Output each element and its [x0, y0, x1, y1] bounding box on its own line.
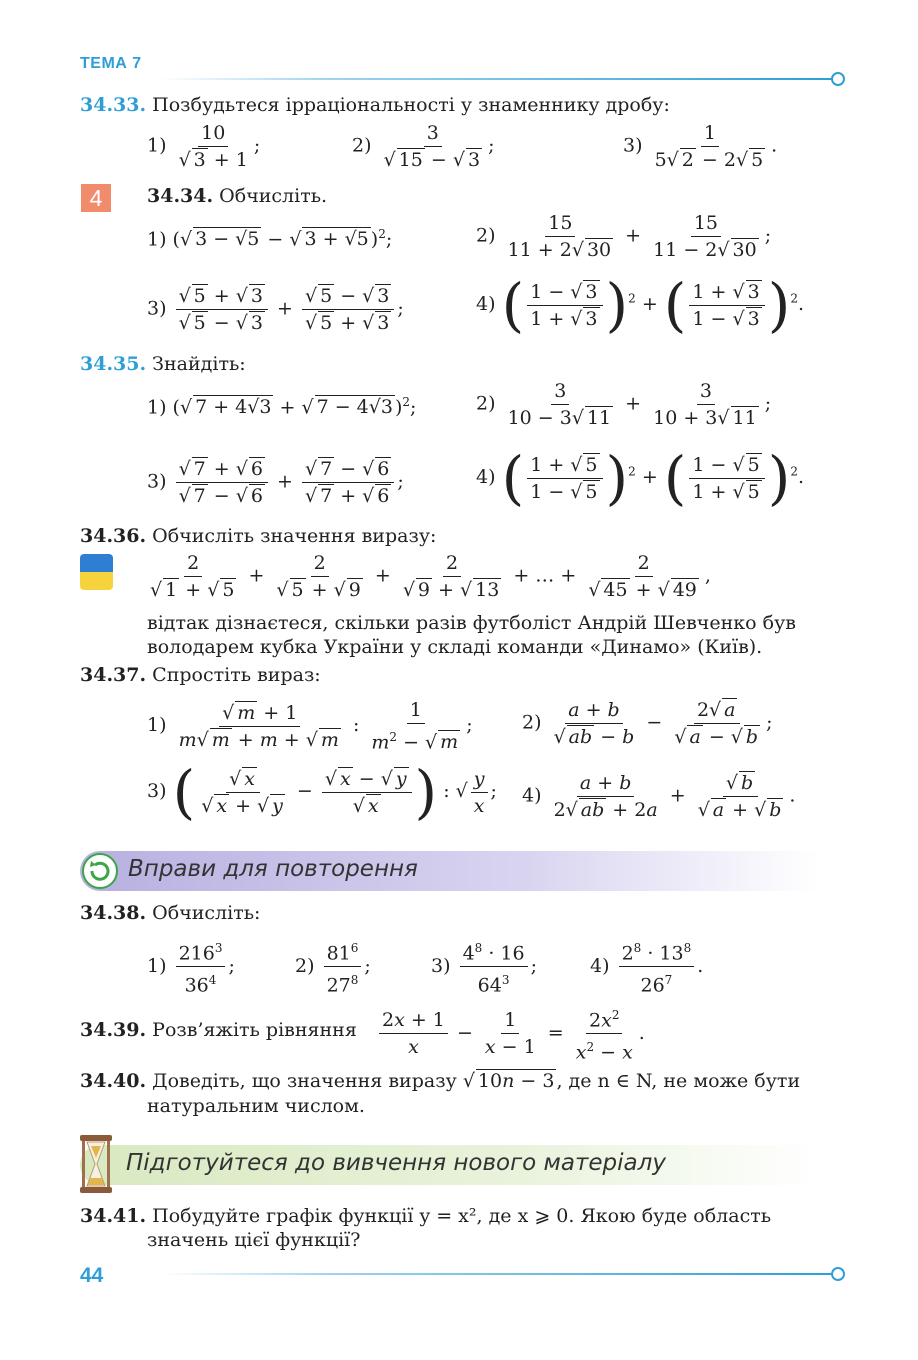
radical-expression: √ 10n − 3 — [462, 1070, 555, 1092]
exercise-34-41-line2: значень цієї функції? — [147, 1229, 361, 1251]
task-34-33-3: 3) $\frac{1}{5√ 2 - 2√ 5}$ . — [623, 122, 778, 171]
task-34-34-1: 1) (√ 3 − √5 − √ 3 + √5 )$^2$; — [147, 227, 393, 251]
task-34-34-3: 3) $\frac{√ 5 + √ 3}{√ 5 - √ 3}$ + $\frac{√ 5 - √ 3}{√ 5 + √ 3}$ ; — [147, 285, 404, 334]
fraction: $\frac{2}{√ 1 + √ 5}$ — [150, 552, 235, 601]
fraction: $\frac{3}{√ 15 - √ 3}$ — [383, 122, 481, 171]
task-34-39-equation: $\frac{2x + 1}{x}$ − $\frac{1}{x - 1}$ = $\frac{2x^2}{x^2 - x}$ . — [376, 1002, 645, 1066]
exercise-instruction: Обчисліть. — [219, 185, 328, 207]
task-34-35-4: 4) ( $\frac{1 + √ 5}{1 - √ 5}$ )$^2$ + ( $\frac{1 - √ 5}{1 + √ 5}$ )$^2$. — [476, 444, 805, 512]
fraction: $\frac{10}{√ 3 + 1}$ — [178, 122, 248, 171]
exercise-instruction: Розв’яжіть рівняння — [152, 1019, 357, 1041]
review-section-title: Вправи для повторення — [128, 856, 418, 882]
task-34-38-3: 3) $\frac{4^8 \cdot 16}{64^3}$ ; — [431, 935, 537, 999]
exercise-number: 34.41. — [80, 1205, 147, 1227]
fraction: $\frac{216^3}{36^4}$ — [176, 935, 226, 999]
exercise-34-35 — [80, 352, 246, 376]
refresh-cycle-icon — [82, 853, 118, 893]
item-label: 2) — [476, 392, 496, 415]
exercise-34-34 — [147, 184, 327, 208]
exercise-number: 34.33. — [80, 94, 147, 116]
task-34-38-1: 1) $\frac{216^3}{36^4}$ ; — [147, 935, 235, 999]
task-34-37-1: 1) $\frac{√ m + 1}{m√ m + m + √ m}$ : $\frac{1}{m^2 - √ m}$ ; — [147, 699, 473, 754]
topic-label: ТЕМА 7 — [80, 55, 142, 72]
fraction: $\frac{a + b}{√ ab - b}$ — [553, 699, 635, 748]
fraction: $\frac{15}{11 - 2√ 30}$ — [653, 212, 757, 261]
fraction: $\frac{√ x}{√ x + √ y}$ — [201, 767, 283, 817]
item-label: 3) — [623, 134, 643, 157]
fraction: $\frac{√ 5 + √ 3}{√ 5 - √ 3}$ — [176, 283, 268, 336]
fraction: $\frac{4^8 \cdot 16}{64^3}$ — [460, 935, 528, 999]
exercise-instruction: Обчисліть: — [152, 902, 261, 924]
item-label: 4) — [476, 293, 496, 315]
task-34-37-2: 2) $\frac{a + b}{√ ab - b}$ − $\frac{2√ a}{√ a - √ b}$ ; — [522, 699, 773, 748]
fraction: $\frac{√ m + 1}{m√ m + m + √ m}$ — [178, 701, 339, 751]
item-label: 1) — [147, 396, 167, 419]
exercise-text: Побудуйте графік функції y = x², де x ⩾ 0. Якою буде область — [152, 1205, 772, 1227]
task-34-38-4: 4) $\frac{2^8 \cdot 13^8}{26^7}$ . — [590, 935, 703, 999]
fraction: $\frac{1 - √ 3}{1 + √ 3}$ — [527, 279, 602, 332]
item-label: 2) — [295, 954, 315, 977]
fraction: $\frac{2}{√ 9 + √ 13}$ — [402, 552, 500, 601]
footer-rule-end-icon — [831, 1267, 845, 1281]
exercise-instruction: Обчисліть значення виразу: — [152, 525, 437, 547]
fraction: $\frac{2^8 \cdot 13^8}{26^7}$ — [619, 935, 695, 999]
fraction: $\frac{3}{10 + 3√ 11}$ — [653, 380, 757, 429]
fraction: $\frac{1 - √ 5}{1 + √ 5}$ — [689, 452, 764, 505]
fraction: $\frac{1 + √ 3}{1 - √ 3}$ — [689, 279, 764, 332]
fraction: $\frac{1}{m^2 - √ m}$ — [371, 699, 459, 754]
task-34-38-2: 2) $\frac{81^6}{27^8}$ ; — [295, 935, 371, 999]
task-34-33-1: 1) $\frac{10}{√ 3 + 1}$ ; — [147, 122, 261, 171]
exercise-number: 34.37. — [80, 664, 147, 686]
task-34-35-3: 3) $\frac{√ 7 + √ 6}{√ 7 - √ 6}$ + $\frac{√ 7 - √ 6}{√ 7 + √ 6}$ ; — [147, 458, 404, 507]
exercise-34-33 — [80, 93, 670, 117]
exercise-number: 34.36. — [80, 525, 147, 547]
exercise-34-36-line2: володарем кубка України у складі команди «Динамо» (Київ). — [147, 636, 763, 658]
exercise-number: 34.34. — [147, 185, 214, 207]
item-label: 3) — [431, 954, 451, 977]
fraction: $\frac{√ 7 + √ 6}{√ 7 - √ 6}$ — [176, 456, 268, 509]
prepare-section-title: Підготуйтеся до вивчення нового матеріалу — [126, 1150, 666, 1176]
exercise-34-39 — [80, 1018, 357, 1042]
task-34-35-2: 2) $\frac{3}{10 - 3√ 11}$ + $\frac{3}{10 + 3√ 11}$ ; — [476, 380, 772, 429]
fraction: $\frac{2}{√ 5 + √ 9}$ — [276, 552, 361, 601]
task-34-35-1: 1) (√ 7 + 4√3 + √ 7 − 4√3 )$^2$; — [147, 395, 417, 419]
fraction: $\frac{81^6}{27^8}$ — [324, 935, 362, 999]
exercise-text-pre: Доведіть, що значення виразу — [152, 1070, 457, 1092]
footer-rule — [160, 1273, 833, 1275]
fraction: $\frac{a + b}{2√ ab + 2a}$ — [553, 772, 658, 821]
item-label: 4) — [476, 466, 496, 488]
task-34-34-2: 2) $\frac{15}{11 + 2√ 30}$ + $\frac{15}{11 - 2√ 30}$ ; — [476, 212, 772, 261]
fraction: $\frac{15}{11 + 2√ 30}$ — [507, 212, 612, 261]
exercise-text-post: , де n ∈ N, не може бути — [556, 1070, 801, 1092]
exercise-34-41 — [80, 1204, 845, 1228]
task-34-37-4: 4) $\frac{a + b}{2√ ab + 2a}$ + $\frac{√ b}{√ a + √ b}$ . — [522, 772, 796, 821]
exercise-34-40 — [80, 1069, 845, 1093]
exercise-34-36-line1: відтак дізнаєтеся, скільки разів футболіст Андрій Шевченко був — [147, 612, 796, 634]
difficulty-level-badge: 4 — [81, 184, 111, 212]
item-label: 1) — [147, 228, 167, 251]
exercise-instruction: Знайдіть: — [152, 353, 246, 375]
fraction: $\frac{√ 5 - √ 3}{√ 5 + √ 3}$ — [302, 283, 394, 336]
page-number: 44 — [80, 1264, 104, 1287]
fraction: $\frac{√ 7 - √ 6}{√ 7 + √ 6}$ — [302, 456, 394, 509]
item-label: 3) — [147, 780, 167, 802]
fraction: $\frac{1}{5√ 2 - 2√ 5}$ — [654, 122, 764, 171]
exercise-number: 34.35. — [80, 353, 147, 375]
header-rule-end-icon — [831, 72, 845, 86]
exercise-instruction: Позбудьтеся ірраціональності у знаменнику дробу: — [152, 94, 670, 116]
item-label: 2) — [352, 134, 372, 157]
item-label: 1) — [147, 954, 167, 977]
item-label: 1) — [147, 134, 167, 157]
exercise-34-40-line2: натуральним числом. — [147, 1095, 365, 1117]
task-34-36-expression: $\frac{2}{√ 1 + √ 5}$ + $\frac{2}{√ 5 + √ 9}$ + $\frac{2}{√ 9 + √ 13}$ + … + $\frac{2}{√ 45 + √ 49}$ , — [144, 550, 711, 603]
task-34-34-4: 4) ( $\frac{1 - √ 3}{1 + √ 3}$ )$^2$ + ( $\frac{1 + √ 3}{1 - √ 3}$ )$^2$. — [476, 271, 805, 339]
fraction: $\frac{3}{10 - 3√ 11}$ — [507, 380, 612, 429]
header-rule — [160, 78, 833, 80]
exercise-34-37 — [80, 663, 321, 687]
item-label: 3) — [147, 470, 167, 493]
task-34-37-3: 3) ( $\frac{√ x}{√ x + √ y}$ − $\frac{√ x - √ y}{√ x}$ ) : √ $\frac{y}{x}$ ; — [147, 758, 497, 826]
item-label: 2) — [476, 224, 496, 247]
fraction: $\frac{2}{√ 45 + √ 49}$ — [588, 552, 697, 601]
fraction: $\frac{1}{x - 1}$ — [484, 1009, 536, 1059]
fraction: $\frac{y}{x}$ — [471, 766, 488, 819]
item-label: 3) — [147, 297, 167, 320]
item-label: 4) — [590, 954, 610, 977]
exercise-number: 34.38. — [80, 902, 147, 924]
fraction: $\frac{√ b}{√ a + √ b}$ — [697, 772, 782, 821]
fraction: $\frac{√ x - √ y}{√ x}$ — [322, 766, 412, 819]
item-label: 4) — [522, 784, 542, 807]
task-34-33-2: 2) $\frac{3}{√ 15 - √ 3}$ ; — [352, 122, 495, 171]
ukraine-flag-icon — [80, 554, 113, 590]
fraction: $\frac{2√ a}{√ a - √ b}$ — [674, 699, 759, 748]
fraction: $\frac{2x + 1}{x}$ — [379, 1007, 448, 1060]
item-label: 1) — [147, 714, 167, 737]
fraction: $\frac{2x^2}{x^2 - x}$ — [573, 1002, 636, 1066]
fraction: $\frac{1 + √ 5}{1 - √ 5}$ — [527, 452, 602, 505]
exercise-number: 34.39. — [80, 1019, 147, 1041]
exercise-number: 34.40. — [80, 1070, 147, 1092]
hourglass-icon — [78, 1134, 114, 1198]
exercise-instruction: Спростіть вираз: — [152, 664, 321, 686]
exercise-34-38 — [80, 901, 260, 925]
exercise-34-36 — [80, 524, 436, 548]
item-label: 2) — [522, 711, 542, 734]
